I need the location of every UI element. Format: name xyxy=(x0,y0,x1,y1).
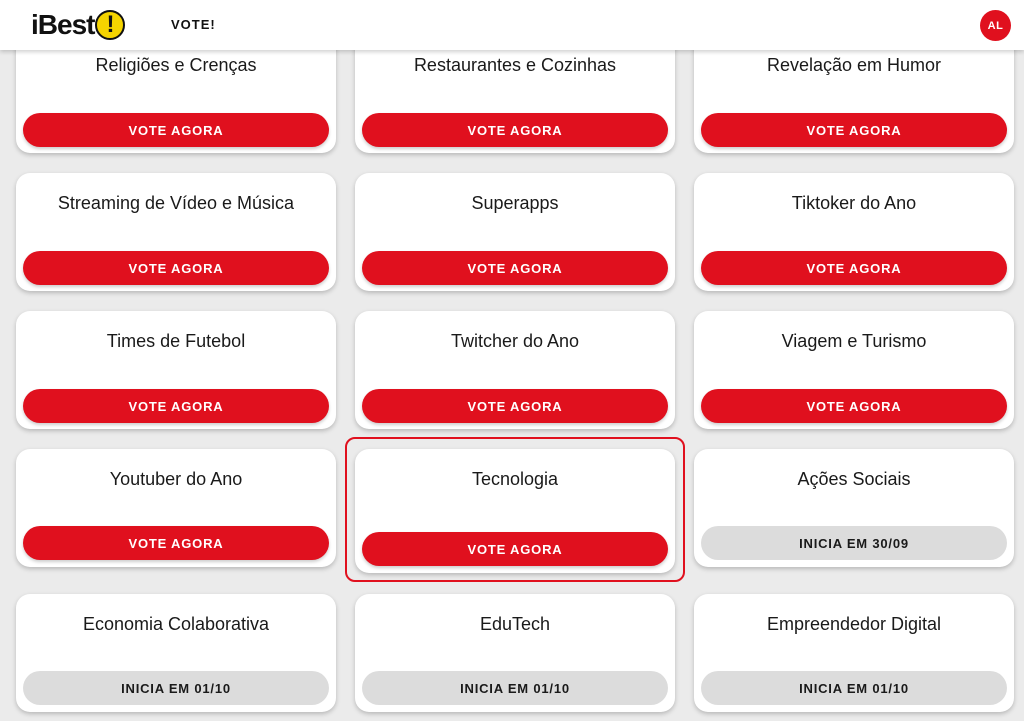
category-card xyxy=(355,594,675,712)
vote-now-button[interactable]: VOTE AGORA xyxy=(362,389,668,423)
starts-soon-button: INICIA EM 01/10 xyxy=(23,671,329,705)
category-title: Religiões e Crenças xyxy=(95,55,257,75)
vote-now-button[interactable]: VOTE AGORA xyxy=(701,251,1007,285)
category-title: Restaurantes e Cozinhas xyxy=(413,55,617,75)
category-card xyxy=(694,311,1014,429)
category-card xyxy=(16,311,336,429)
category-title: EduTech xyxy=(479,614,551,634)
category-card xyxy=(16,594,336,712)
category-card xyxy=(355,173,675,291)
starts-soon-button: INICIA EM 30/09 xyxy=(701,526,1007,560)
vote-now-button[interactable]: VOTE AGORA xyxy=(362,113,668,147)
category-card xyxy=(355,311,675,429)
category-title: Superapps xyxy=(471,193,559,213)
category-title: Revelação em Humor xyxy=(766,55,942,75)
category-card xyxy=(694,594,1014,712)
category-card-selected xyxy=(355,449,675,573)
category-title: Twitcher do Ano xyxy=(450,331,580,351)
exclamation-icon: ! xyxy=(95,10,125,40)
category-title: Economia Colaborativa xyxy=(82,614,270,634)
ibest-logo[interactable] xyxy=(31,8,125,42)
nav-vote-link[interactable]: VOTE! xyxy=(171,17,216,32)
vote-now-button[interactable]: VOTE AGORA xyxy=(701,113,1007,147)
vote-now-button[interactable]: VOTE AGORA xyxy=(23,113,329,147)
starts-soon-button: INICIA EM 01/10 xyxy=(362,671,668,705)
category-card xyxy=(16,173,336,291)
top-header xyxy=(0,0,1024,50)
vote-now-button[interactable]: VOTE AGORA xyxy=(23,389,329,423)
category-title: Ações Sociais xyxy=(797,469,911,489)
category-card xyxy=(16,449,336,567)
vote-now-button[interactable]: VOTE AGORA xyxy=(362,251,668,285)
vote-now-button[interactable]: VOTE AGORA xyxy=(701,389,1007,423)
user-avatar[interactable]: AL xyxy=(980,10,1011,41)
starts-soon-button: INICIA EM 01/10 xyxy=(701,671,1007,705)
category-title: Times de Futebol xyxy=(106,331,246,351)
category-card xyxy=(694,173,1014,291)
logo-text: iBest xyxy=(31,9,95,40)
category-title: Youtuber do Ano xyxy=(109,469,243,489)
vote-now-button[interactable]: VOTE AGORA xyxy=(23,251,329,285)
vote-now-button[interactable]: VOTE AGORA xyxy=(362,532,668,566)
category-card xyxy=(694,449,1014,567)
category-title: Streaming de Vídeo e Música xyxy=(57,193,295,213)
category-title: Viagem e Turismo xyxy=(781,331,927,351)
category-title: Empreendedor Digital xyxy=(766,614,942,634)
vote-now-button[interactable]: VOTE AGORA xyxy=(23,526,329,560)
category-title: Tiktoker do Ano xyxy=(791,193,917,213)
category-title: Tecnologia xyxy=(471,469,559,489)
